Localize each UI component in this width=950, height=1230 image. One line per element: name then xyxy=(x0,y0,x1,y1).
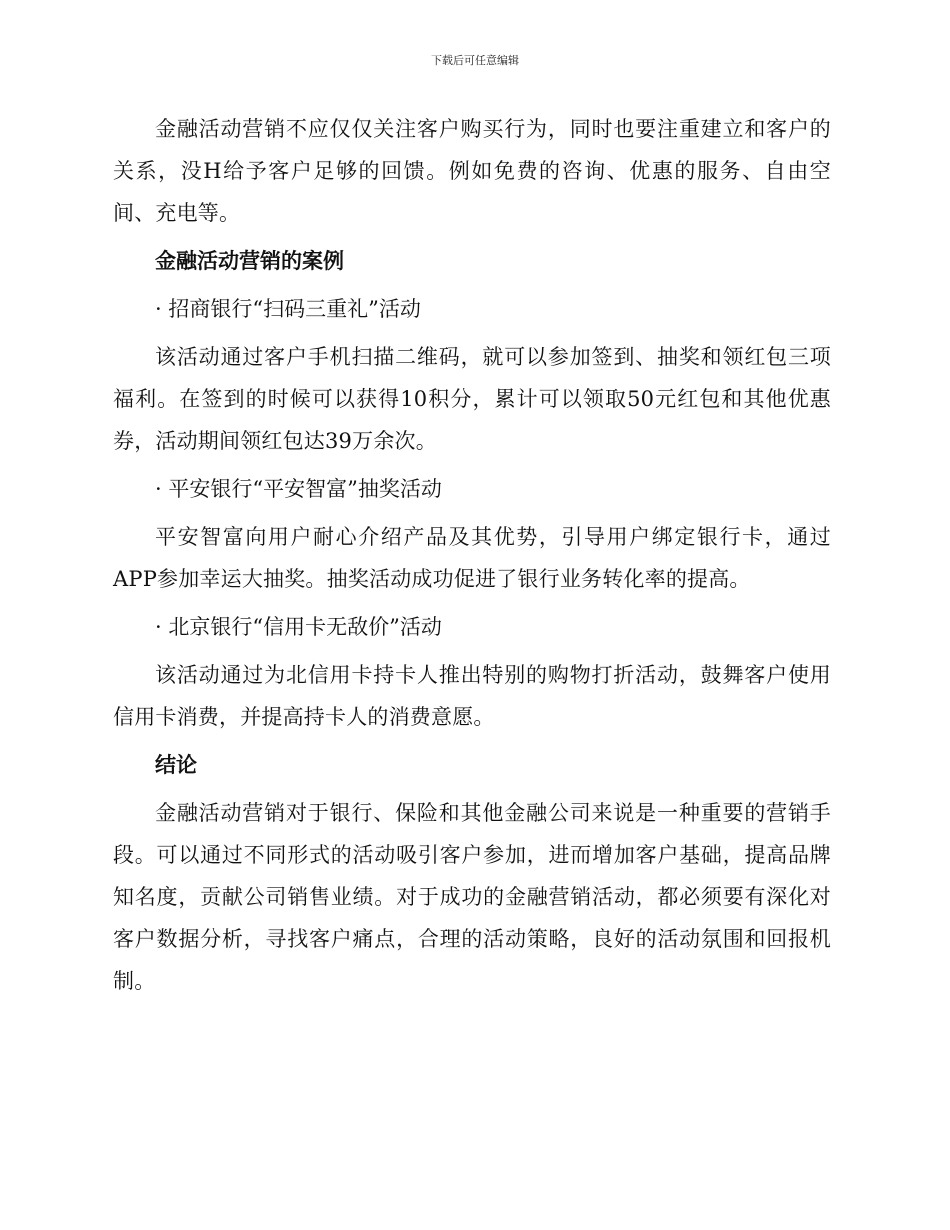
conclusion-paragraph: 金融活动营销对于银行、保险和其他金融公司来说是一种重要的营销手段。可以通过不同形式的活动吸引客户参加，进而增加客户基础，提高品牌知名度，贡献公司销售业绩。对于成功的金融营销活动，都必须要有深化对客户数据分析，寻找客户痛点，合理的活动策略，良好的活动氛围和回报机制。 xyxy=(113,801,831,993)
document-body xyxy=(113,108,831,1008)
intro-paragraph: 金融活动营销不应仅仅关注客户购买行为，同时也要注重建立和客户的关系，没H给予客户足够的回馈。例如免费的咨询、优惠的服务、自由空间、充电等。 xyxy=(113,117,831,225)
case-text-pingan: 平安智富向用户耐心介绍产品及其优势，引导用户绑定银行卡，通过APP参加幸运大抽奖。抽奖活动成功促进了银行业务转化率的提高。 xyxy=(113,525,831,591)
section-heading-conclusion: 结论 xyxy=(155,753,197,777)
case-title-pingan: · 平安银行“平安智富”抽奖活动 xyxy=(155,477,442,501)
page-header: 下载后可任意编辑 xyxy=(431,54,519,67)
case-text-cmb: 该活动通过客户手机扫描二维码，就可以参加签到、抽奖和领红包三项福利。在签到的时候可以获得10积分，累计可以领取50元红包和其他优惠券，活动期间领红包达39万余次。 xyxy=(113,345,831,453)
case-text-bob: 该活动通过为北信用卡持卡人推出特别的购物打折活动，鼓舞客户使用信用卡消费，并提高持卡人的消费意愿。 xyxy=(113,663,831,729)
case-title-cmb: · 招商银行“扫码三重礼”活动 xyxy=(155,297,421,321)
section-heading-cases: 金融活动营销的案例 xyxy=(155,249,344,273)
case-title-bob: · 北京银行“信用卡无敌价”活动 xyxy=(155,615,442,639)
